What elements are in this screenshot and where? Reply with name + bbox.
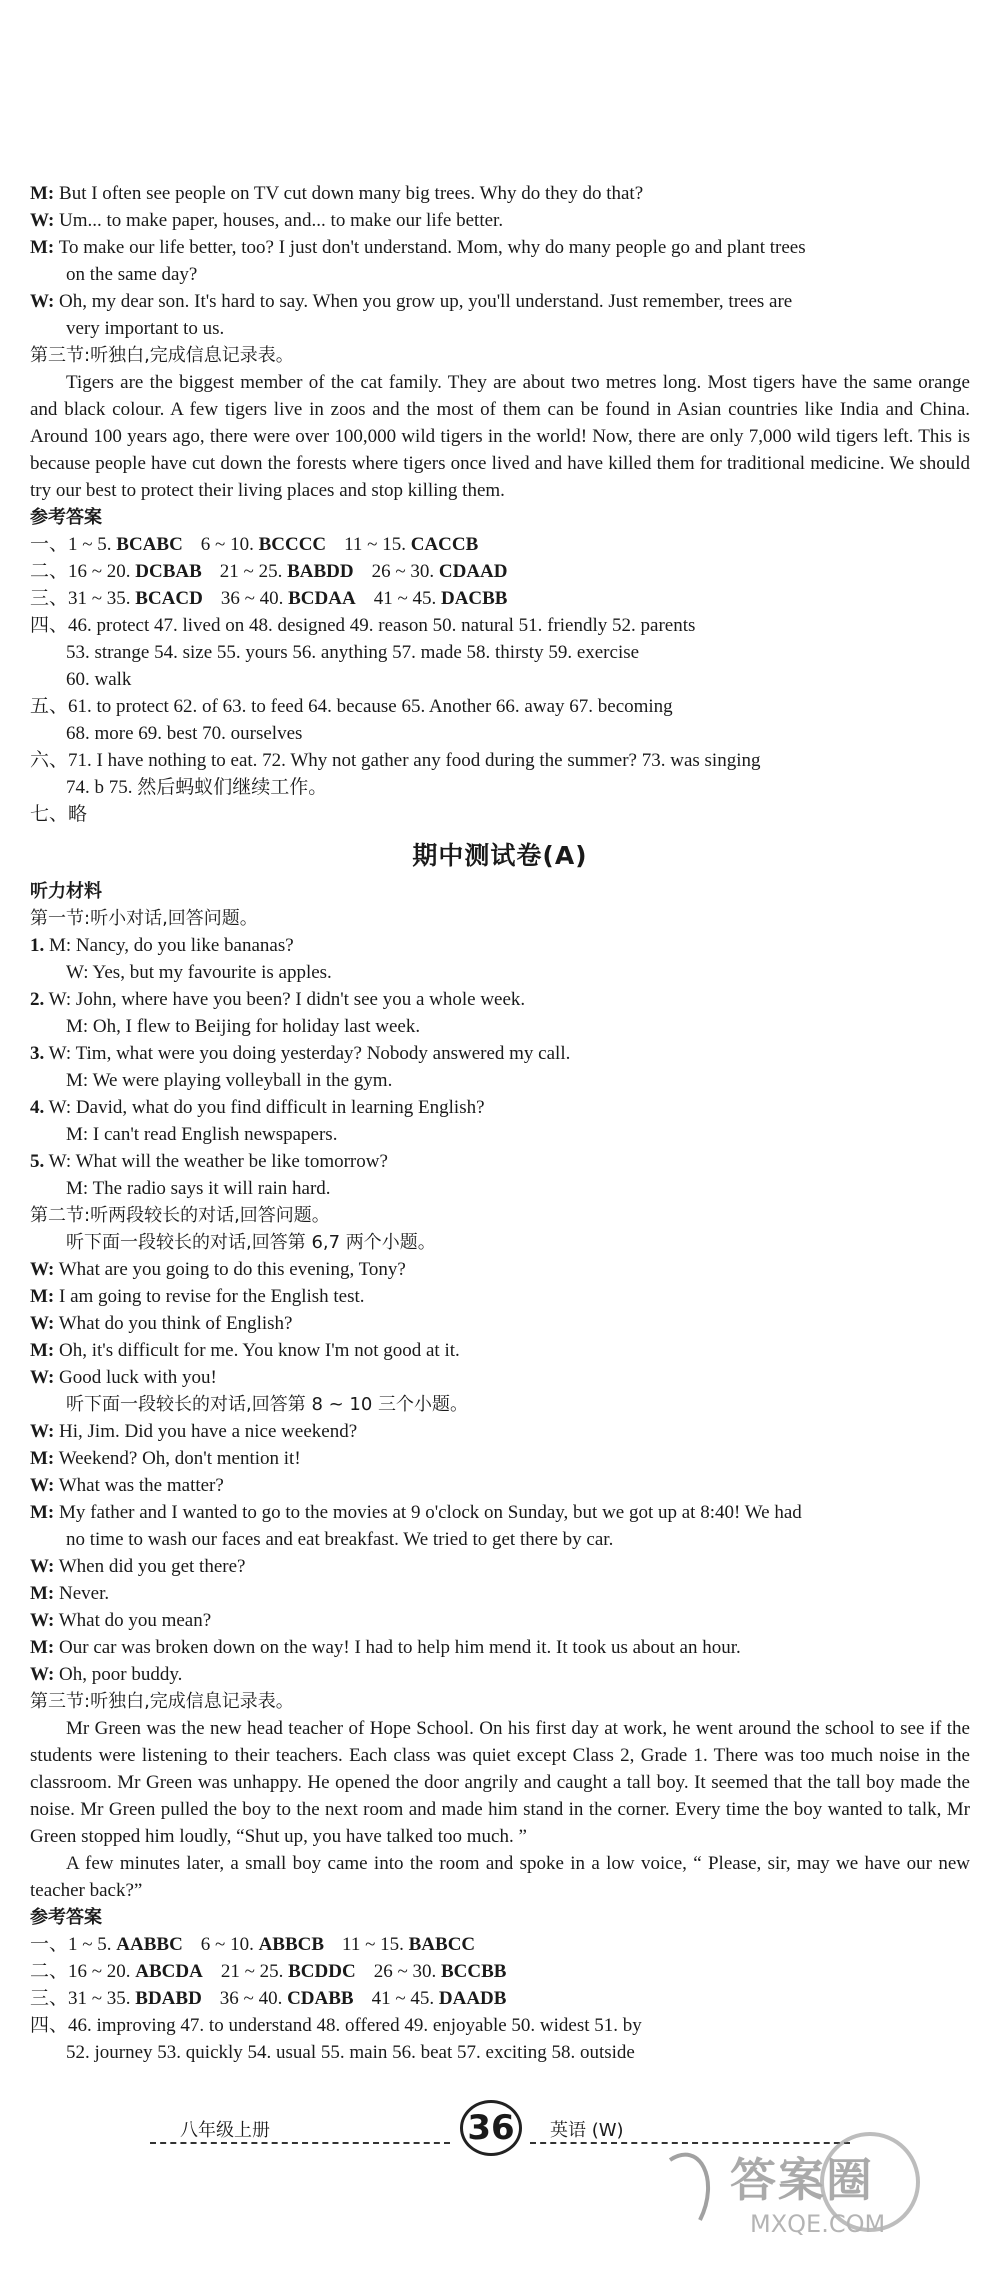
dialog-line — [30, 1553, 970, 1580]
dialog-line — [30, 1472, 970, 1499]
answer-letters: BCCBB — [440, 1961, 507, 1982]
answer-range: 21 ~ 25. — [219, 561, 283, 582]
dialog-text: But I often see people on TV cut down many big trees. Why do they do that? — [59, 183, 644, 204]
dialog-text: Oh, it's difficult for me. You know I'm not good at it. — [59, 1340, 460, 1361]
dialog-text: Oh, my dear son. It's hard to say. When you grow up, you'll understand. Just remember, trees are — [59, 291, 793, 312]
speaker-label: W: — [30, 1367, 55, 1388]
answer-letters: BCDAA — [288, 588, 356, 609]
answer-fill-line: 六、71. I have nothing to eat. 72. Why not gather any food during the summer? 73. was singing — [30, 750, 761, 771]
speaker-label: M: — [30, 1448, 55, 1469]
answer-fill-line: 四、46. improving 47. to understand 48. offered 49. enjoyable 50. widest 51. by — [30, 2015, 642, 2036]
answer-letters: CDABB — [287, 1988, 354, 2009]
answer-range: 6 ~ 10. — [200, 534, 254, 555]
speaker-label: M: — [30, 237, 55, 258]
dialog-line-cont: on the same day? — [66, 264, 198, 285]
question-number: 2. — [30, 989, 45, 1010]
dialog-text: What was the matter? — [58, 1475, 224, 1496]
answer-letters: BCDDC — [288, 1961, 356, 1982]
answer-letters: CACCB — [410, 534, 479, 555]
test-title: 期中测试卷(A) — [412, 841, 588, 870]
dialog-line — [30, 1661, 970, 1688]
answer-range: 一、1 ~ 5. — [30, 534, 112, 555]
short-dialog-a: M: The radio says it will rain hard. — [66, 1178, 331, 1199]
speaker-label: M: — [30, 1286, 55, 1307]
question-number: 5. — [30, 1151, 45, 1172]
speaker-label: W: — [30, 291, 55, 312]
answer-fill-line: 53. strange 54. size 55. yours 56. anything 57. made 58. thirsty 59. exercise — [66, 642, 640, 663]
speaker-label: W: — [30, 1610, 55, 1631]
dialog-text: What do you think of English? — [58, 1313, 293, 1334]
answer-range: 三、31 ~ 35. — [30, 588, 131, 609]
dialog-line-cont: very important to us. — [66, 318, 225, 339]
answer-range: 26 ~ 30. — [371, 561, 435, 582]
dialog-text: My father and I wanted to go to the movies at 9 o'clock on Sunday, but we got up at 8:40! We had — [59, 1502, 802, 1523]
answer-range: 36 ~ 40. — [219, 1988, 283, 2009]
speaker-label: M: — [30, 1502, 55, 1523]
speaker-label: M: — [30, 183, 55, 204]
answer-letters: BCABC — [116, 534, 183, 555]
answer-range: 41 ~ 45. — [373, 588, 437, 609]
speaker-label: M: — [30, 1340, 55, 1361]
answer-letters: BDABD — [135, 1988, 202, 2009]
answer-fill-line: 74. b 75. 然后蚂蚁们继续工作。 — [66, 777, 328, 798]
listening-heading: 听力材料 — [30, 881, 102, 902]
answer-row — [30, 1985, 970, 2012]
speaker-label: W: — [30, 1664, 55, 1685]
footer-grade: 八年级上册 — [180, 2120, 270, 2141]
dialog-line — [30, 234, 970, 261]
dialog-b-intro: 听下面一段较长的对话,回答第 8 ~ 10 三个小题。 — [66, 1394, 469, 1415]
dialog-text: What are you going to do this evening, Tony? — [58, 1259, 406, 1280]
answer-fill-line: 七、略 — [30, 804, 88, 825]
answer-letters: DAADB — [438, 1988, 507, 2009]
footer-rule-left — [150, 2142, 450, 2144]
answer-letters: DCBAB — [135, 561, 202, 582]
speaker-label: W: — [30, 1475, 55, 1496]
answer-letters: ABBCB — [258, 1934, 325, 1955]
answer-range: 11 ~ 15. — [344, 534, 406, 555]
question-number: 1. — [30, 935, 45, 956]
dialog-continued — [30, 180, 970, 342]
answer-key-fill-2 — [30, 2012, 970, 2066]
dialog-line — [30, 1310, 970, 1337]
dialog-text: Weekend? Oh, don't mention it! — [58, 1448, 301, 1469]
dialog-line — [30, 288, 970, 315]
answer-fill-line: 四、46. protect 47. lived on 48. designed 49. reason 50. natural 51. friendly 52. parents — [30, 615, 696, 636]
dialog-text: To make our life better, too? I just don't understand. Mom, why do many people go and plant trees — [58, 237, 806, 258]
answer-range: 26 ~ 30. — [373, 1961, 437, 1982]
answer-key-fill — [30, 612, 970, 828]
dialog-text: W: John, where have you been? I didn't see you a whole week. — [48, 989, 526, 1010]
watermark-url: MXQE.COM — [750, 2210, 886, 2238]
answer-range: 21 ~ 25. — [220, 1961, 284, 1982]
dialog-line — [30, 1499, 970, 1526]
dialog-line — [30, 1337, 970, 1364]
answers-heading-2: 参考答案 — [30, 1907, 102, 1928]
answer-letters: BABCC — [408, 1934, 476, 1955]
answer-range: 二、16 ~ 20. — [30, 1961, 131, 1982]
dialog-line — [30, 207, 970, 234]
dialog-text: When did you get there? — [58, 1556, 246, 1577]
answer-row — [30, 558, 970, 585]
dialog-text: W: Tim, what were you doing yesterday? Nobody answered my call. — [48, 1043, 571, 1064]
answer-fill-line: 68. more 69. best 70. ourselves — [66, 723, 303, 744]
speaker-label: W: — [30, 1313, 55, 1334]
short-dialog-a: M: We were playing volleyball in the gym. — [66, 1070, 393, 1091]
answer-range: 三、31 ~ 35. — [30, 1988, 131, 2009]
answer-letters: ABCDA — [135, 1961, 203, 1982]
answer-key-choices-2 — [30, 1931, 970, 2012]
dialog-line — [30, 1418, 970, 1445]
answer-row — [30, 585, 970, 612]
dialog-a-intro: 听下面一段较长的对话,回答第 6,7 两个小题。 — [66, 1232, 436, 1253]
watermark-logo — [640, 2120, 970, 2260]
question-number: 3. — [30, 1043, 45, 1064]
answer-row — [30, 1931, 970, 1958]
answer-range: 41 ~ 45. — [371, 1988, 435, 2009]
answer-key-choices — [30, 531, 970, 612]
answer-row — [30, 531, 970, 558]
speaker-label: W: — [30, 1259, 55, 1280]
answer-row — [30, 1958, 970, 1985]
dialog-line — [30, 1445, 970, 1472]
answer-letters: BABDD — [287, 561, 354, 582]
short-dialog-a: M: Oh, I flew to Beijing for holiday last week. — [66, 1016, 421, 1037]
short-dialog-q — [30, 932, 970, 959]
dialog-text: What do you mean? — [58, 1610, 212, 1631]
answer-letters: BCACD — [135, 588, 203, 609]
short-dialogs — [30, 932, 970, 1202]
part3-heading: 第三节:听独白,完成信息记录表。 — [30, 345, 294, 366]
dialog-text: M: Nancy, do you like bananas? — [49, 935, 294, 956]
short-dialog-q — [30, 1040, 970, 1067]
dialog-line-cont: no time to wash our faces and eat breakfast. We tried to get there by car. — [66, 1529, 614, 1550]
speaker-label: W: — [30, 210, 55, 231]
speaker-label: M: — [30, 1583, 55, 1604]
watermark-text: 答案圈 — [730, 2153, 874, 2207]
answer-letters: DACBB — [440, 588, 508, 609]
answer-fill-line: 五、61. to protect 62. of 63. to feed 64. because 65. Another 66. away 67. becoming — [30, 696, 673, 717]
dialog-text: W: What will the weather be like tomorrow? — [48, 1151, 388, 1172]
dialog-text: Oh, poor buddy. — [59, 1664, 183, 1685]
dialog-a — [30, 1256, 970, 1391]
dialog-line — [30, 1634, 970, 1661]
dialog-line — [30, 1256, 970, 1283]
dialog-text: Good luck with you! — [59, 1367, 217, 1388]
speaker-label: M: — [30, 1637, 55, 1658]
question-number: 4. — [30, 1097, 45, 1118]
answer-fill-line: 52. journey 53. quickly 54. usual 55. main 56. beat 57. exciting 58. outside — [66, 2042, 635, 2063]
answer-page — [30, 180, 970, 2066]
answer-fill-line: 60. walk — [66, 669, 132, 690]
dialog-line — [30, 180, 970, 207]
answer-range: 二、16 ~ 20. — [30, 561, 131, 582]
speaker-label: W: — [30, 1421, 55, 1442]
dialog-line — [30, 1283, 970, 1310]
answer-range: 一、1 ~ 5. — [30, 1934, 112, 1955]
short-dialog-q — [30, 986, 970, 1013]
short-dialog-a: W: Yes, but my favourite is apples. — [66, 962, 332, 983]
green-monologue: Mr Green was the new head teacher of Hope School. On his first day at work, he went around the school to see if the students were listening to their teachers. Each class was quiet except Class 2, Grade 1. There was too much noise in the classroom. Mr Green was unhappy. He opened the door angrily and caught a tall boy. It seemed that the tall boy made the noise. Mr Green pulled the boy to the next room and made him stand in the corner. Every time the boy wanted to talk, Mr Green stopped him loudly, “Shut up, you have talked too much. ” — [30, 1718, 970, 1847]
dialog-b — [30, 1418, 970, 1688]
dialog-line — [30, 1364, 970, 1391]
part3-heading-2: 第三节:听独白,完成信息记录表。 — [30, 1691, 294, 1712]
dialog-text: Never. — [59, 1583, 110, 1604]
answers-heading: 参考答案 — [30, 507, 102, 528]
answer-range: 11 ~ 15. — [342, 1934, 404, 1955]
part1-heading: 第一节:听小对话,回答问题。 — [30, 908, 258, 929]
footer-subject: 英语 (W) — [550, 2120, 624, 2141]
short-dialog-q — [30, 1094, 970, 1121]
tiger-monologue: Tigers are the biggest member of the cat family. They are about two metres long. Most tigers have the same orange and black colour. A few tigers live in zoos and the most of them can be found in Asian countries like India and China. Around 100 years ago, there were over 100,000 wild tigers in the world! Now, there are only 7,000 wild tigers left. This is because people have cut down the forests where tigers once lived and have killed them for traditional medicine. We should try our best to protect their living places and stop killing them. — [30, 372, 970, 501]
dialog-text: Um... to make paper, houses, and... to make our life better. — [59, 210, 504, 231]
green-monologue-end: A few minutes later, a small boy came into the room and spoke in a low voice, “ Please, sir, may we have our new teacher back?” — [30, 1853, 970, 1901]
short-dialog-a: M: I can't read English newspapers. — [66, 1124, 338, 1145]
answer-range: 6 ~ 10. — [200, 1934, 254, 1955]
dialog-line — [30, 1607, 970, 1634]
answer-letters: AABBC — [116, 1934, 183, 1955]
speaker-label: W: — [30, 1556, 55, 1577]
answer-range: 36 ~ 40. — [220, 588, 284, 609]
dialog-text: Hi, Jim. Did you have a nice weekend? — [59, 1421, 358, 1442]
answer-letters: BCCCC — [258, 534, 327, 555]
short-dialog-q — [30, 1148, 970, 1175]
dialog-line — [30, 1580, 970, 1607]
part2-heading: 第二节:听两段较长的对话,回答问题。 — [30, 1205, 330, 1226]
page-number: 36 — [460, 2100, 522, 2156]
dialog-text: W: David, what do you find difficult in learning English? — [48, 1097, 485, 1118]
dialog-text: Our car was broken down on the way! I had to help him mend it. It took us about an hour. — [59, 1637, 741, 1658]
dialog-text: I am going to revise for the English test. — [59, 1286, 365, 1307]
answer-letters: CDAAD — [438, 561, 508, 582]
